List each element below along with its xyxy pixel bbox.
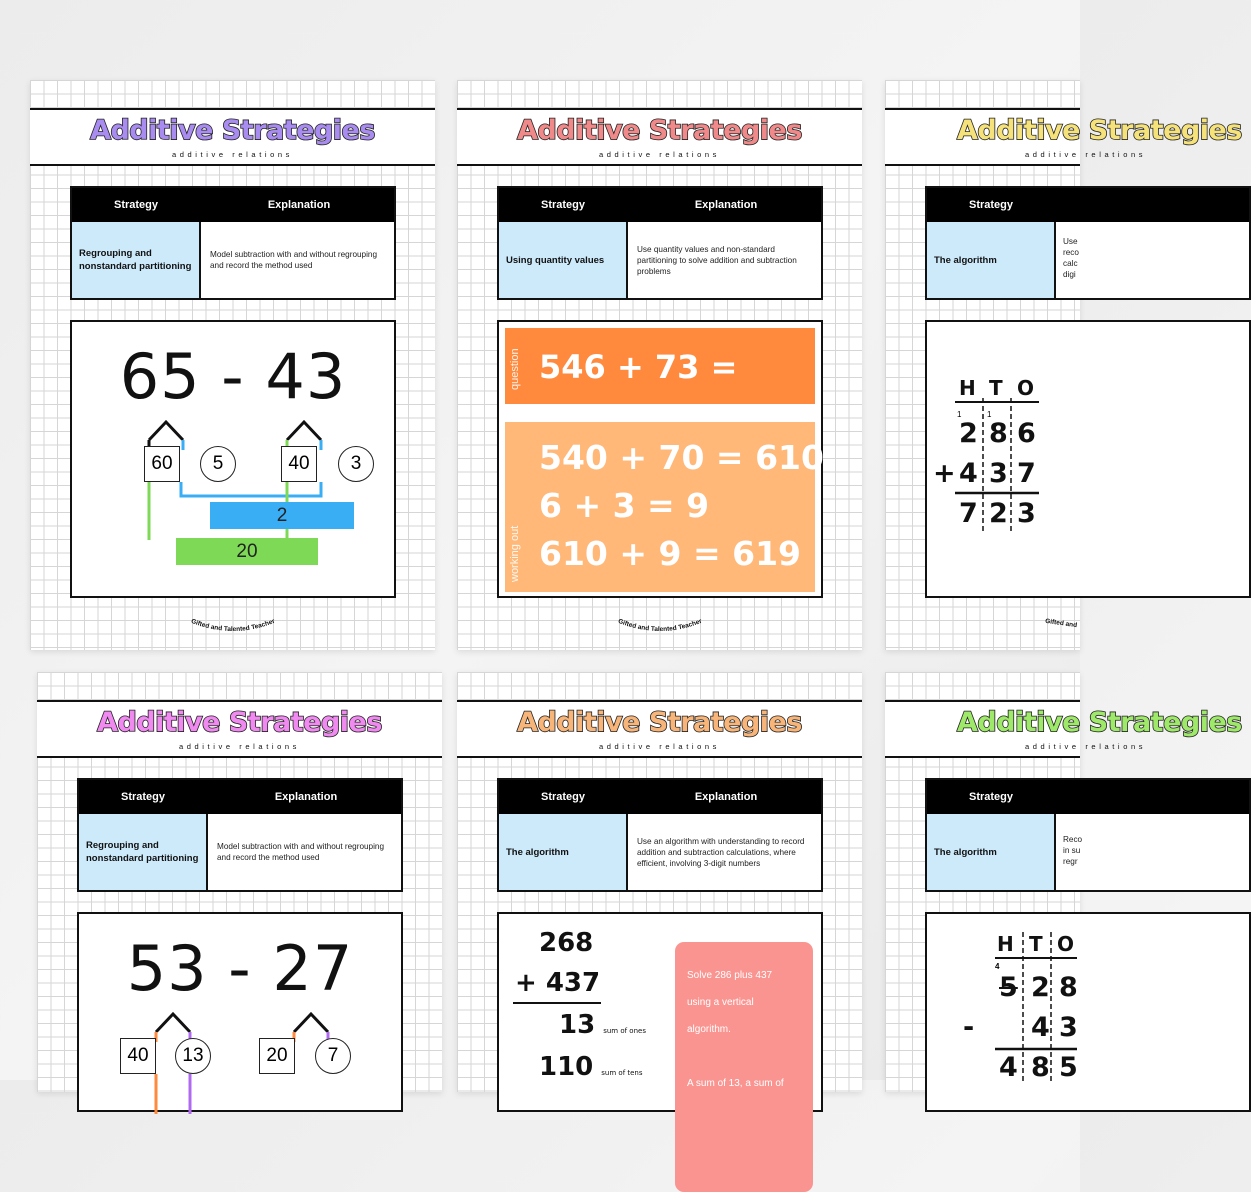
subtraction-expression: 65 - 43 — [119, 340, 347, 413]
difference-bar-tens: 20 — [176, 538, 318, 565]
example-box — [497, 912, 823, 1112]
header-explanation: Explanation — [694, 199, 758, 211]
strategy-cell: The algorithm — [927, 814, 1056, 890]
strategy-table — [70, 186, 396, 300]
part-circle: 3 — [338, 446, 374, 482]
working-panel — [505, 422, 824, 592]
worksheet-page-1 — [30, 80, 435, 650]
worksheet-page-6 — [885, 672, 1242, 1092]
question-panel — [505, 328, 815, 404]
working-line: 540 + 70 = 610 — [539, 438, 824, 477]
explanation-cell: Use quantity values and non-standard partitioning to solve addition and subtraction problems — [637, 244, 797, 276]
table-header — [499, 188, 821, 222]
title-banner — [37, 700, 442, 758]
carry-digit: 1 — [987, 410, 992, 419]
worksheet-page-2 — [457, 80, 862, 650]
page-title: Additive Strategies — [90, 115, 375, 146]
svg-text:Gifted and Talented Teacher: Gifted and Talented Teacher — [189, 617, 276, 634]
header-strategy: Strategy — [113, 199, 159, 211]
strategy-table — [925, 778, 1251, 892]
example-box — [497, 320, 823, 598]
difference-bar-ones: 2 — [210, 502, 354, 529]
explanation-cell: Model subtraction with and without regrouping and record the method used — [210, 250, 378, 270]
example-box: H T O 4 5 2 8 - 4 3 4 8 5 — [925, 912, 1251, 1112]
example-box: H T O 1 1 2 8 6 + 4 3 7 7 2 3 — [925, 320, 1251, 598]
title-banner — [457, 700, 862, 758]
worksheet-page-4 — [37, 672, 442, 1092]
page-title: Additive Strategies — [517, 115, 802, 146]
page-title: Additive Strategies — [957, 115, 1242, 146]
working-line: 610 + 9 = 619 — [539, 534, 801, 573]
page-title: Additive Strategies — [957, 707, 1242, 738]
table-header — [79, 780, 401, 814]
page-title: Additive Strategies — [517, 707, 802, 738]
part-circle: 13 — [175, 1038, 211, 1074]
header-explanation: Explanation — [694, 791, 758, 803]
example-box — [70, 320, 396, 598]
header-explanation: Explanation — [267, 199, 331, 211]
signature: Gifted and — [1044, 617, 1078, 630]
header-strategy: Strategy — [120, 791, 166, 803]
page-subtitle: additive relations — [1025, 150, 1147, 159]
part-square: 60 — [144, 446, 180, 482]
header-strategy: Strategy — [540, 199, 586, 211]
strategy-cell: Regrouping and nonstandard partitioning — [72, 222, 201, 298]
strategy-table — [497, 186, 823, 300]
header-strategy: Strategy — [968, 791, 1014, 803]
worksheet-page-5 — [457, 672, 862, 1092]
title-banner — [885, 700, 1242, 758]
explanation-cell: Use an algorithm with understanding to record addition and subtraction calculations, where efficient, involving 3-digit numbers — [637, 836, 805, 868]
title-banner — [885, 108, 1242, 166]
page-subtitle: additive relations — [598, 150, 721, 159]
strategy-cell: Using quantity values — [499, 222, 628, 298]
signature — [457, 614, 862, 644]
place-value-lines — [927, 914, 1127, 1114]
part-square: 40 — [120, 1038, 156, 1074]
strategy-table — [925, 186, 1251, 300]
page-title: Additive Strategies — [97, 707, 382, 738]
table-header — [499, 780, 821, 814]
borrow-digit: 4 — [995, 962, 1000, 971]
algorithm-partial-sum: 110 sum of tens — [539, 1052, 643, 1082]
partition-lines — [79, 914, 405, 1114]
strategy-table — [77, 778, 403, 892]
algorithm-top: 268 — [539, 928, 594, 958]
strategy-table — [497, 778, 823, 892]
explanation-cell-partial: Reco in su regr — [1063, 835, 1083, 866]
table-header — [72, 188, 394, 222]
strategy-cell: Regrouping and nonstandard partitioning — [79, 814, 208, 890]
signature — [30, 614, 435, 644]
header-strategy: Strategy — [540, 791, 586, 803]
title-banner — [30, 108, 435, 166]
header-strategy: Strategy — [968, 199, 1014, 211]
explanation-cell-partial: Use reco calc digi — [1063, 237, 1079, 279]
part-square: 20 — [259, 1038, 295, 1074]
strategy-cell: The algorithm — [927, 222, 1056, 298]
strategy-cell: The algorithm — [499, 814, 628, 890]
svg-text:Gifted and Talented Teacher: Gifted and Talented Teacher — [616, 617, 703, 634]
question-text: 546 + 73 = — [539, 348, 738, 386]
header-explanation: Explanation — [274, 791, 338, 803]
algorithm-rule — [513, 1002, 601, 1004]
page-subtitle: additive relations — [178, 742, 301, 751]
algorithm-addend: + 437 — [515, 968, 601, 998]
explanation-cell: Model subtraction with and without regrouping and record the method used — [217, 842, 385, 862]
worksheet-page-3 — [885, 80, 1242, 650]
part-circle: 5 — [200, 446, 236, 482]
table-header — [927, 188, 1249, 222]
part-circle: 7 — [315, 1038, 351, 1074]
subtraction-expression: 53 - 27 — [126, 932, 354, 1005]
working-label: working out — [509, 525, 521, 582]
working-line: 6 + 3 = 9 — [539, 486, 710, 525]
page-subtitle: additive relations — [171, 150, 294, 159]
page-subtitle: additive relations — [1025, 742, 1147, 751]
page-subtitle: additive relations — [598, 742, 721, 751]
algorithm-partial-sum: 13 sum of ones — [559, 1010, 646, 1040]
question-label: question — [509, 348, 521, 390]
example-box — [77, 912, 403, 1112]
part-square: 40 — [281, 446, 317, 482]
title-banner — [457, 108, 862, 166]
table-header — [927, 780, 1249, 814]
instruction-card: Solve 286 plus 437 using a vertical algorithm. A sum of 13, a sum of — [675, 942, 813, 1192]
carry-digit: 1 — [957, 410, 962, 419]
